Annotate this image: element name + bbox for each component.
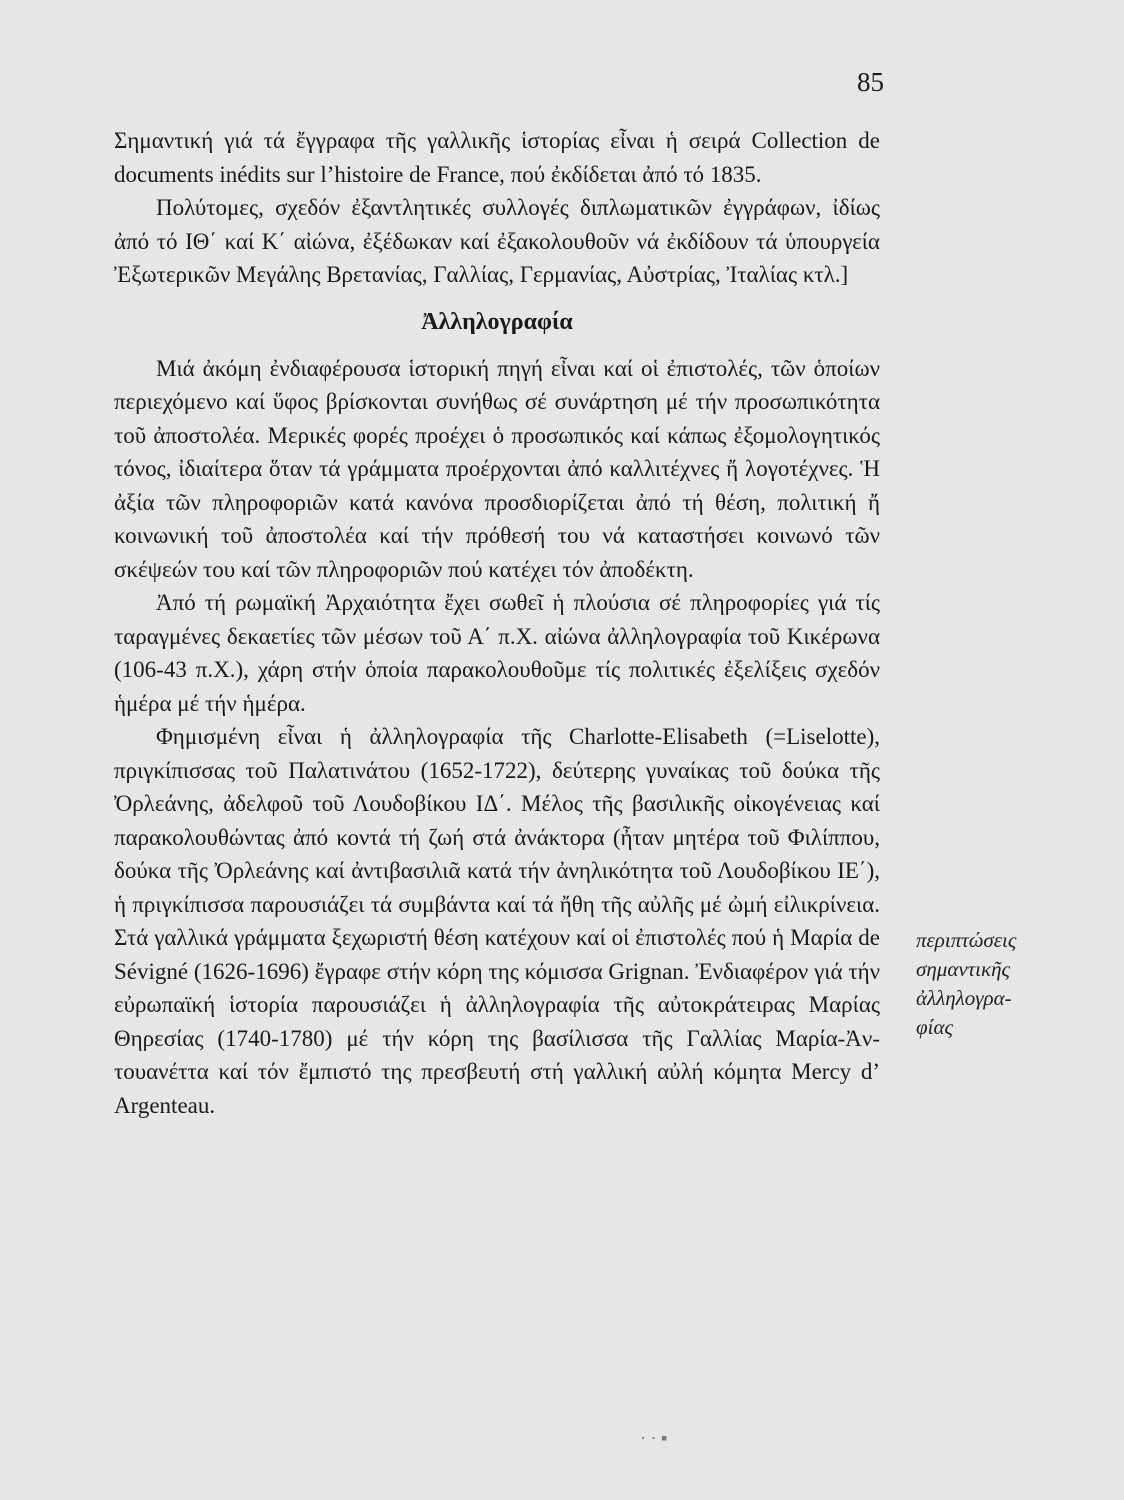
scan-speck-icon: · · ▪ (640, 1428, 668, 1448)
margin-note (916, 926, 1096, 1042)
paragraph-cicero: Ἀπό τή ρωμαϊκή Ἀρχαιότητα ἔχει σωθεῖ ἡ πλούσια σέ πληροφορίες γιά τίς ταραγμένες δεκαετίες τῶν μέσων τοῦ Α΄ π.Χ. αἰώνα ἀλληλογραφία τοῦ Κικέρωνα (106-43 π.Χ.), χάρη στήν ὁποία παρακολουθοῦμε τίς πολιτικές ἐξελίξεις σχεδόν ἡμέρα μέ τήν ἡμέρα. (114, 590, 880, 716)
page-number: 85 (857, 67, 884, 97)
margin-note-line: φίας (916, 1015, 953, 1039)
margin-note-line: περιπτώσεις (916, 928, 1017, 952)
margin-note-line: ἀλληλογρα- (916, 986, 1012, 1010)
paragraph-collection-documents: Σημαντική γιά τά ἔγγραφα τῆς γαλλικῆς ἱστορίας εἶναι ἡ σειρά Collection de documents inédits sur l’histoire de France, πού ἐκδίδεται ἀπό τό 1835. (114, 128, 880, 187)
paragraph-letters-source: Μιά ἀκόμη ἐνδιαφέρουσα ἱστορική πηγή εἶναι καί οἱ ἐπιστολές, τῶν ὁποίων περιεχόμενο καί ὕφος βρίσκονται συνήθως σέ συνάρτηση μέ τήν προσωπικότητα τοῦ ἀποστολέα. Μερικές φορές προέχει ὁ προσωπικός καί κάπως ἐξομολογητικός τόνος, ἰδιαίτερα ὅταν τά γράμματα προέρχονται ἀπό καλλιτέχνες ἤ λογοτέχνες. Ἡ ἀξία τῶν πληροφοριῶν κατά κανόνα προσδιορίζεται ἀπό τή θέση, πολιτική ἤ κοινωνική τοῦ ἀποστολέα καί τήν πρόθεσή του νά καταστήσει κοινωνό τῶν σκέψεών του καί τῶν πληροφοριῶν πού κατέχει τόν ἀποδέκτη. (114, 355, 880, 582)
main-text-column (114, 124, 880, 1122)
margin-note-line: σημαντικῆς (916, 957, 1011, 981)
paragraph-famous-correspondence: Φημισμένη εἶναι ἡ ἀλληλογραφία τῆς Charlotte-Elisabeth (=Liselotte), πριγκίπισσας τοῦ Παλατινάτου (1652-1722), δεύτερης γυναίκας τοῦ δούκα τῆς Ὀρλεάνης, ἀδελφοῦ τοῦ Λουδοβίκου ΙΔ΄. Μέλος τῆς βασιλικῆς οἰκογένειας καί παρακολουθώντας ἀπό κοντά τή ζωή στά ἀνάκτορα (ἦταν μητέρα τοῦ Φιλίππου, δούκα τῆς Ὀρλεάνης καί ἀντιβασιλιᾶ κατά τήν ἀνηλικότητα τοῦ Λουδοβίκου ΙΕ΄), ἡ πριγκίπισσα παρουσιάζει τά συμβάντα καί τά ἤθη τῆς αὐλῆς μέ ὠμή εἰλικρίνεια. Στά γαλλικά γράμματα ξεχωριστή θέση κατέχουν καί οἱ ἐπιστολές πού ἡ Μαρία de Sévigné (1626-1696) ἔγραφε στήν κόρη της κόμισσα Grignan. Ἐνδιαφέρον γιά τήν εὐρωπαϊκή ἱστορία παρουσιάζει ἡ ἀλληλογραφία τῆς αὐτοκράτειρας Μαρίας Θηρεσίας (1740-1780) μέ τήν κόρη της βασίλισσα τῆς Γαλλίας Μαρία-Ἀντουανέττα καί τόν ἔμπιστό της πρεσβευτή στή γαλλική αὐλή κόμητα Mercy d’ Argenteau. (114, 724, 880, 1118)
section-heading-correspondence: Ἀλληλογραφία (421, 308, 573, 335)
paragraph-diplomatic-collections: Πολύτομες, σχεδόν ἐξαντλητικές συλλογές διπλωματικῶν ἐγγράφων, ἰδίως ἀπό τό ΙΘ΄ καί Κ΄ αἰώνα, ἐξέδωκαν καί ἐξακολουθοῦν νά ἐκδίδουν τά ὑπουργεία Ἐξωτερικῶν Μεγάλης Βρετανίας, Γαλλίας, Γερμανίας, Αὐστρίας, Ἰταλίας κτλ.] (114, 195, 880, 287)
